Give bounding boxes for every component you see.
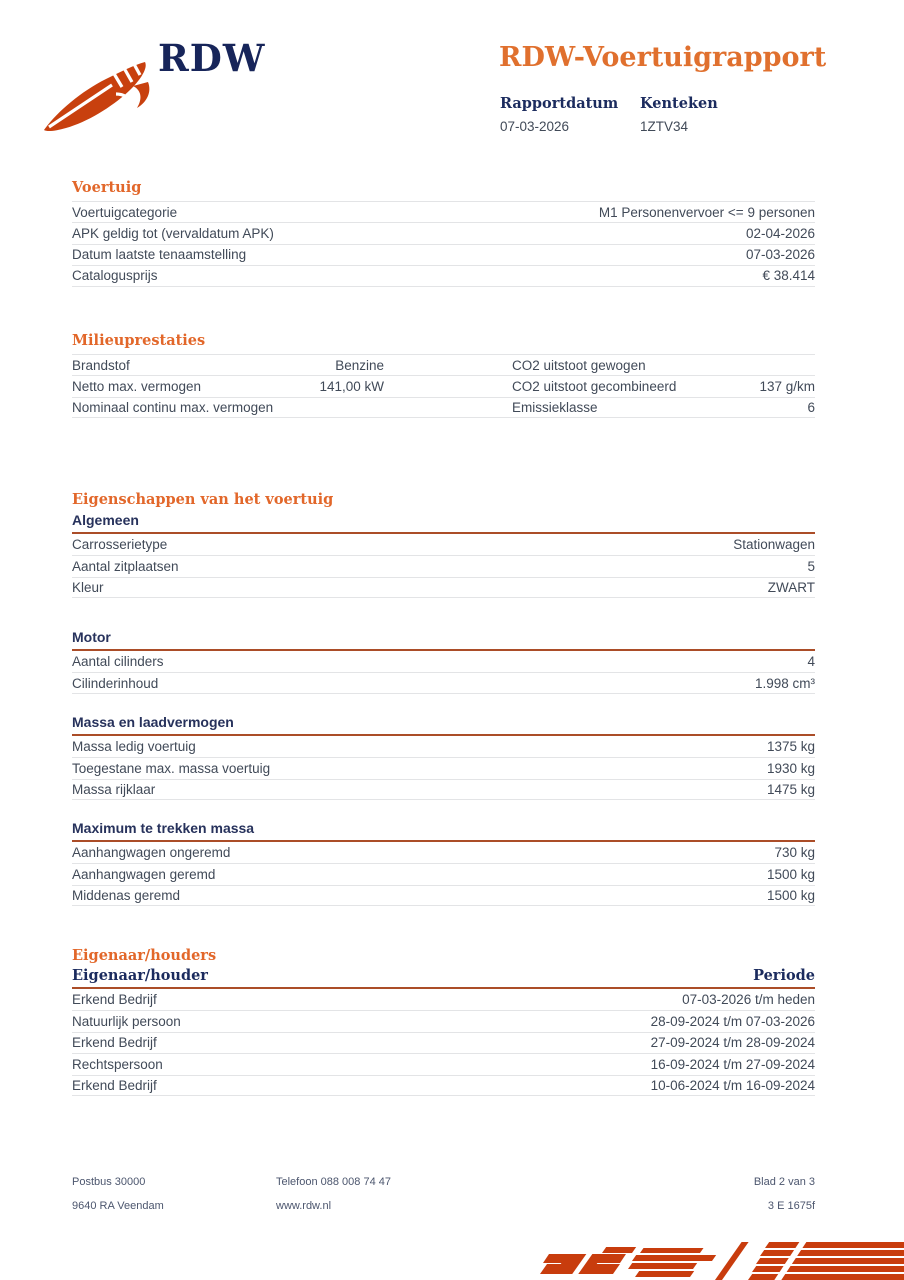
rapportdatum-label: Rapportdatum [500,95,619,112]
row-label: Middenas geremd [72,887,181,903]
table-row [72,1010,815,1031]
rdw-wordmark: RDW [158,36,266,80]
table-row [72,265,815,286]
row-value: 141,00 kW [319,379,384,395]
row-label: Erkend Bedrijf [72,1035,157,1051]
table-row [72,201,815,222]
footer-address [72,1170,164,1218]
row-value: 1375 kg [766,739,815,755]
row-value: € 38.414 [762,268,815,284]
row-value: 07-03-2026 [745,247,815,263]
footer-form-code: 3 E 1675f [767,1200,815,1212]
section-title-milieuprestaties: Milieuprestaties [72,332,206,349]
eigenaar-table-header [72,967,815,989]
section-eigenaar-houders [72,947,815,1096]
row-label: Nominaal continu max. vermogen [72,399,274,415]
table-row [72,885,815,906]
row-label: Massa rijklaar [72,781,156,797]
row-value: 730 kg [774,845,815,861]
row-label: Aanhangwagen geremd [72,867,216,883]
column-header-eigenaar: Eigenaar/houder [72,967,208,984]
row-value: 1.998 cm³ [754,675,815,691]
row-label: Netto max. vermogen [72,379,202,395]
footer-page-number: Blad 2 van 3 [753,1176,815,1188]
row-value: 1475 kg [766,781,815,797]
row-label: Aanhangwagen ongeremd [72,845,231,861]
row-label: Datum laatste tenaamstelling [72,247,247,263]
rdw-feather-icon [36,48,154,140]
page-title: RDW-Voertuigrapport [499,42,827,73]
kenteken-label: Kenteken [640,95,718,112]
table-row [72,577,815,598]
row-value: Stationwagen [733,537,815,553]
row-label: Voertuigcategorie [72,204,178,220]
row-label: Massa ledig voertuig [72,739,196,755]
table-row [72,244,815,265]
subsection-title-massa: Massa en laadvermogen [72,714,815,736]
footer-website: www.rdw.nl [276,1200,332,1212]
rapportdatum-value: 07-03-2026 [500,119,570,134]
subsection-title-motor: Motor [72,629,815,651]
table-row [72,779,815,800]
subsection-algemeen [72,512,815,598]
section-eigenschappen [72,491,815,513]
section-title-eigenschappen: Eigenschappen van het voertuig [72,491,334,508]
section-title-voertuig: Voertuig [72,179,142,196]
row-value: 137 g/km [759,379,815,395]
row-label: Cilinderinhoud [72,675,159,691]
row-label: Emissieklasse [512,399,598,415]
subsection-massa [72,714,815,800]
row-label: APK geldig tot (vervaldatum APK) [72,226,274,242]
row-label: CO2 uitstoot gecombineerd [512,379,677,395]
subsection-title-trekken-massa: Maximum te trekken massa [72,820,815,842]
row-value: 27-09-2024 t/m 28-09-2024 [650,1035,815,1051]
section-title-eigenaar-houders: Eigenaar/houders [72,947,217,964]
table-row [72,534,815,555]
row-value: 5 [807,559,815,575]
rdw-stripes-icon [540,1230,904,1280]
table-row [72,1053,815,1074]
table-row [72,354,815,375]
row-value: 02-04-2026 [745,226,815,242]
subsection-title-algemeen: Algemeen [72,512,815,534]
row-label: CO2 uitstoot gewogen [512,357,646,373]
row-value: 1500 kg [766,887,815,903]
table-row [72,989,815,1010]
row-value: 6 [807,399,815,415]
row-label: Aantal zitplaatsen [72,559,179,575]
row-label: Toegestane max. massa voertuig [72,761,271,777]
row-value: ZWART [767,579,815,595]
kenteken-block [640,95,718,134]
subsection-trekken-massa [72,820,815,906]
row-value: 1930 kg [766,761,815,777]
row-value: 16-09-2024 t/m 27-09-2024 [650,1056,815,1072]
section-voertuig [72,179,815,287]
row-value: M1 Personenvervoer <= 9 personen [598,204,815,220]
row-value: 4 [807,654,815,670]
row-label: Natuurlijk persoon [72,1014,181,1030]
subsection-motor [72,629,815,694]
footer-city: 9640 RA Veendam [72,1200,164,1212]
table-row [72,1032,815,1053]
table-row [72,555,815,576]
report-meta [500,95,718,134]
section-milieuprestaties [72,332,815,418]
row-value: 28-09-2024 t/m 07-03-2026 [650,1014,815,1030]
row-label: Brandstof [72,357,130,373]
footer-phone: Telefoon 088 008 74 47 [276,1176,391,1188]
footer-page-info [754,1170,815,1218]
table-row [72,1075,815,1096]
table-row [72,375,815,396]
row-label: Erkend Bedrijf [72,1077,157,1093]
table-row [72,222,815,243]
table-row [72,736,815,757]
row-label: Erkend Bedrijf [72,992,157,1008]
footer-contact [276,1170,391,1218]
row-label: Rechtspersoon [72,1056,163,1072]
table-row [72,672,815,693]
row-value: 07-03-2026 t/m heden [682,992,815,1008]
footer-postbus: Postbus 30000 [72,1176,146,1188]
table-row [72,757,815,778]
kenteken-value: 1ZTV34 [640,119,689,134]
table-row [72,651,815,672]
row-value: 1500 kg [766,867,815,883]
row-value: 10-06-2024 t/m 16-09-2024 [650,1077,815,1093]
row-label: Catalogusprijs [72,268,158,284]
row-label: Carrosserietype [72,537,168,553]
table-row [72,842,815,863]
row-value: Benzine [335,357,384,373]
table-row [72,863,815,884]
column-header-periode: Periode [753,967,815,984]
row-label: Aantal cilinders [72,654,164,670]
row-label: Kleur [72,579,104,595]
table-row [72,397,815,418]
rapportdatum-block [500,95,640,134]
